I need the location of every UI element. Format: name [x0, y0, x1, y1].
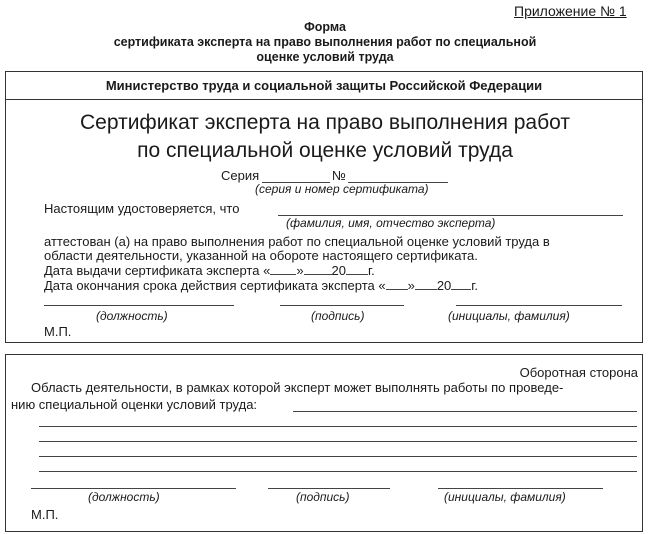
position-blank: [44, 305, 234, 306]
scope-blank-5: [39, 471, 637, 472]
back-initials-blank: [438, 488, 603, 489]
initials-caption: (инициалы, фамилия): [448, 309, 570, 323]
expiry-date-row: [44, 278, 478, 293]
series-caption: (серия и номер сертификата): [255, 182, 429, 196]
expiry-date-prefix: Дата окончания срока действия сертификата эксперта «: [44, 278, 386, 293]
attestation-line-2: области деятельности, указанной на обороте настоящего сертификата.: [44, 248, 478, 263]
series-label: Серия: [221, 168, 260, 183]
issue-date-suffix: г.: [368, 263, 375, 278]
scope-blank-3: [39, 441, 637, 442]
scope-blank-4: [39, 456, 637, 457]
back-signature-caption: (подпись): [296, 490, 350, 504]
back-position-blank: [31, 488, 236, 489]
issue-date-quote: »: [296, 263, 304, 278]
form-title-line-2: сертификата эксперта на право выполнения работ по специальной: [113, 35, 537, 49]
scope-line-2: нию специальной оценки условий труда:: [11, 397, 258, 412]
initials-blank: [456, 305, 622, 306]
back-side-label: Оборотная сторона: [519, 365, 638, 380]
scope-line-1: Область деятельности, в рамках которой эксперт может выполнять работы по проведе-: [31, 380, 564, 395]
expiry-date-quote: »: [407, 278, 415, 293]
number-label: №: [332, 168, 346, 183]
expiry-date-suffix: г.: [471, 278, 479, 293]
certificate-title-line-1: Сертификат эксперта на право выполнения работ: [80, 111, 570, 134]
back-stamp-label: М.П.: [31, 507, 59, 522]
back-signature-blank: [268, 488, 390, 489]
appendix-label: Приложение № 1: [514, 3, 627, 19]
certificate-title-line-2: по специальной оценке условий труда: [137, 139, 513, 162]
signature-caption: (подпись): [311, 309, 365, 323]
issue-date-row: [44, 263, 375, 278]
scope-blank-2: [39, 426, 637, 427]
ministry-name: Министерство труда и социальной защиты Российской Федерации: [6, 72, 642, 100]
attestation-line-1: аттестован (а) на право выполнения работ по специальной оценке условий труда в: [44, 234, 550, 249]
signature-blank: [280, 305, 404, 306]
back-position-caption: (должность): [88, 490, 160, 504]
certificate-back: [5, 354, 643, 532]
issue-date-prefix: Дата выдачи сертификата эксперта «: [44, 263, 271, 278]
scope-blank-1: [293, 411, 637, 412]
certificate-front: [5, 71, 643, 343]
expiry-date-year: 20: [436, 278, 452, 293]
stamp-label: М.П.: [44, 324, 72, 339]
form-title-line-3: оценке условий труда: [256, 50, 394, 64]
position-caption: (должность): [96, 309, 168, 323]
expert-name-caption: (фамилия, имя, отчество эксперта): [286, 216, 496, 230]
back-initials-caption: (инициалы, фамилия): [444, 490, 566, 504]
issue-date-year: 20: [331, 263, 347, 278]
certify-text: Настоящим удостоверяется, что: [44, 201, 240, 216]
form-title-line-1: Форма: [304, 20, 346, 34]
